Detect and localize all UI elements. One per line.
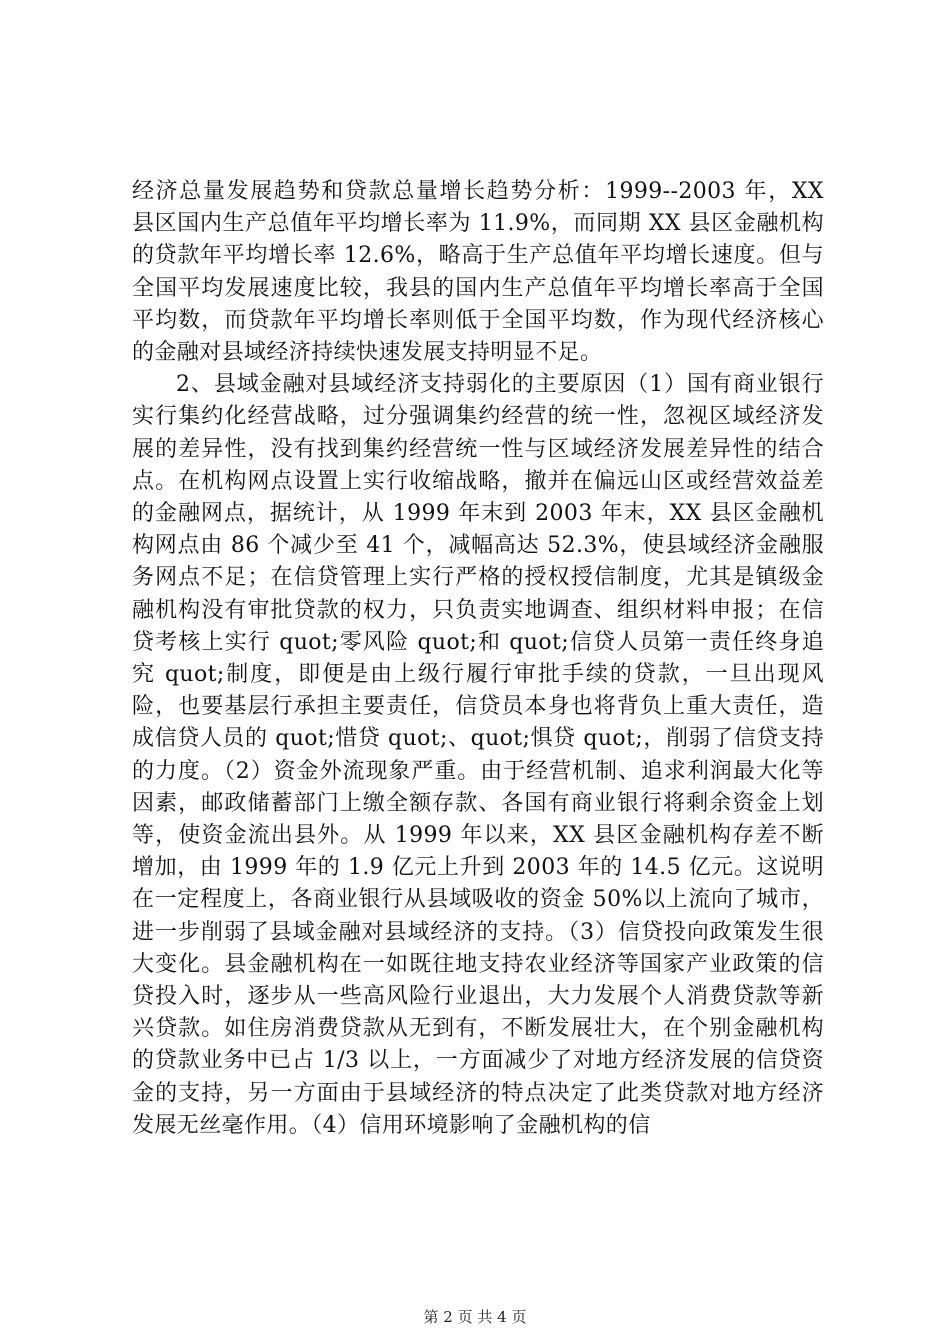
document-body	[132, 176, 824, 1142]
page-footer: 第 2 页 共 4 页	[423, 1308, 527, 1326]
paragraph-economic-trend: 经济总量发展趋势和贷款总量增长趋势分析：1999--2003 年，XX 县区国内生产总值年平均增长率为 11.9%，而同期 XX 县区金融机构的贷款年平均增长率 12.6%，略高于生产总值年平均增长速度。但与全国平均发展速度比较，我县的国内生产总值年平均增长率高于全国平均数，而贷款年平均增长率则低于全国平均数，作为现代经济核心的金融对县域经济持续快速发展支持明显不足。	[132, 179, 824, 366]
paragraph-main-reasons: 2、县域金融对县域经济支持弱化的主要原因（1）国有商业银行实行集约化经营战略，过分强调集约经营的统一性，忽视区域经济发展的差异性，没有找到集约经营统一性与区域经济发展差异性的结合点。在机构网点设置上实行收缩战略，撤并在偏远山区或经营效益差的金融网点，据统计，从 1999 年末到 2003 年末，XX 县区金融机构网点由 86 个减少至 41 个，减幅高达 52.3%，使县域经济金融服务网点不足；在信贷管理上实行严格的授权授信制度，尤其是镇级金融机构没有审批贷款的权力，只负责实地调查、组织材料申报；在信贷考核上实行 quot;零风险 quot;和 quot;信贷人员第一责任终身追究 quot;制度，即便是由上级行履行审批手续的贷款，一旦出现风险，也要基层行承担主要责任，信贷员本身也将背负上重大责任，造成信贷人员的 quot;惜贷 quot;、quot;惧贷 quot;，削弱了信贷支持的力度。（2）资金外流现象严重。由于经营机制、追求利润最大化等因素，邮政储蓄部门上缴全额存款、各国有商业银行将剩余资金上划等，使资金流出县外。从 1999 年以来，XX 县区金融机构存差不断增加，由 1999 年的 1.9 亿元上升到 2003 年的 14.5 亿元。这说明在一定程度上，各商业银行从县域吸收的资金 50%以上流向了城市，进一步削弱了县域金融对县域经济的支持。（3）信贷投向政策发生很大变化。县金融机构在一如既往地支持农业经济等国家产业政策的信贷投入时，逐步从一些高风险行业退出，大力发展个人消费贷款等新兴贷款。如住房消费贷款从无到有，不断发展壮大，在个别金融机构的贷款业务中已占 1/3 以上，一方面减少了对地方经济发展的信贷资金的支持，另一方面由于县域经济的特点决定了此类贷款对地方经济发展无丝毫作用。（4）信用环境影响了金融机构的信	[132, 372, 824, 1138]
